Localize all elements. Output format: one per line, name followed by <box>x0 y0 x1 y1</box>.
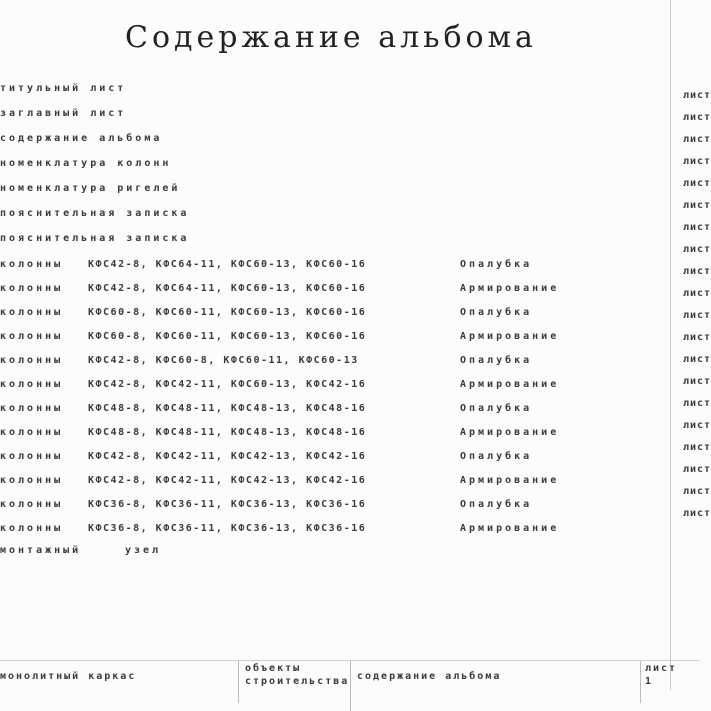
row-name: колонны <box>0 451 64 462</box>
page-title: Содержание альбома <box>125 20 537 55</box>
row-marks: КФС48-8, КФС48-11, КФС48-13, КФС48-16 <box>88 427 367 438</box>
sheet-ref: лист <box>683 288 711 299</box>
sheet-ref: лист <box>683 90 711 101</box>
sheet-ref: лист <box>683 178 711 189</box>
row-name: колонны <box>0 475 64 486</box>
row-note: Опалубка <box>460 307 533 318</box>
row-name: колонны <box>0 499 64 510</box>
row-name: пояснительная записка <box>0 233 190 244</box>
row-note: Армирование <box>460 523 560 534</box>
sheet-ref: лист <box>683 464 711 475</box>
title-block <box>0 660 700 701</box>
contents-row <box>0 205 640 223</box>
sheet-ref: лист <box>683 310 711 321</box>
row-note: Опалубка <box>460 451 533 462</box>
sheet-ref: лист <box>683 486 711 497</box>
stamp-sheet-number <box>640 661 705 703</box>
row-note: Армирование <box>460 427 560 438</box>
row-note: Опалубка <box>460 355 533 366</box>
row-note: Армирование <box>460 331 560 342</box>
sheet-ref: лист <box>683 420 711 431</box>
contents-row <box>0 328 640 346</box>
contents-row <box>0 448 640 466</box>
row-marks: КФС36-8, КФС36-11, КФС36-13, КФС36-16 <box>88 523 367 534</box>
contents-row <box>0 424 640 442</box>
sheet-column <box>683 90 711 530</box>
row-marks: КФС42-8, КФС60-8, КФС60-11, КФС60-13 <box>88 355 359 366</box>
row-marks: КФС42-8, КФС42-11, КФС42-13, КФС42-16 <box>88 451 367 462</box>
row-name: колонны <box>0 331 64 342</box>
sheet-ref: лист <box>683 244 711 255</box>
row-name: колонны <box>0 355 64 366</box>
row-name: колонны <box>0 283 64 294</box>
contents-row <box>0 400 640 418</box>
stamp-sheet-value: 1 <box>645 676 654 687</box>
sheet-ref: лист <box>683 332 711 343</box>
sheet-ref: лист <box>683 156 711 167</box>
contents-row <box>0 180 640 198</box>
row-marks: КФС60-8, КФС60-11, КФС60-13, КФС60-16 <box>88 307 367 318</box>
row-marks: КФС42-8, КФС64-11, КФС60-13, КФС60-16 <box>88 259 367 270</box>
sheet-ref: лист <box>683 508 711 519</box>
row-name: колонны <box>0 427 64 438</box>
contents-row <box>0 230 640 248</box>
row-name: номенклатура колонн <box>0 158 172 169</box>
row-name: пояснительная записка <box>0 208 190 219</box>
row-marks: КФС48-8, КФС48-11, КФС48-13, КФС48-16 <box>88 403 367 414</box>
row-name: заглавный лист <box>0 108 127 119</box>
sheet-ref: лист <box>683 134 711 145</box>
contents-row <box>0 304 640 322</box>
row-extra: узел <box>125 545 162 556</box>
contents-row <box>0 520 640 538</box>
stamp-sheet-title-text: содержание альбома <box>357 671 502 682</box>
contents-row <box>0 80 640 98</box>
contents-row <box>0 496 640 514</box>
row-note: Опалубка <box>460 259 533 270</box>
row-marks: КФС42-8, КФС42-11, КФС60-13, КФС42-16 <box>88 379 367 390</box>
stamp-sheet-title <box>350 661 642 711</box>
row-name: колонны <box>0 307 64 318</box>
row-name: содержание альбома <box>0 133 163 144</box>
row-marks: КФС42-8, КФС42-11, КФС42-13, КФС42-16 <box>88 475 367 486</box>
contents-row <box>0 130 640 148</box>
row-marks: КФС60-8, КФС60-11, КФС60-13, КФС60-16 <box>88 331 367 342</box>
sheet-ref: лист <box>683 442 711 453</box>
row-name: колонны <box>0 403 64 414</box>
contents-row <box>0 155 640 173</box>
sheet-ref: лист <box>683 398 711 409</box>
contents-row <box>0 352 640 370</box>
row-name: титульный лист <box>0 83 127 94</box>
row-name: колонны <box>0 523 64 534</box>
row-note: Армирование <box>460 379 560 390</box>
row-note: Армирование <box>460 475 560 486</box>
right-divider <box>670 0 671 690</box>
row-name: колонны <box>0 259 64 270</box>
row-name: монтажный <box>0 545 82 556</box>
contents-row <box>0 376 640 394</box>
row-note: Армирование <box>460 283 560 294</box>
stamp-project-text: монолитный каркас <box>0 671 137 682</box>
contents-row <box>0 256 640 274</box>
sheet-ref: лист <box>683 200 711 211</box>
contents-row <box>0 542 640 560</box>
row-marks: КФС42-8, КФС64-11, КФС60-13, КФС60-16 <box>88 283 367 294</box>
row-note: Опалубка <box>460 403 533 414</box>
row-name: номенклатура ригелей <box>0 183 181 194</box>
contents-row <box>0 472 640 490</box>
stamp-sheet-label: лист <box>645 663 678 674</box>
stamp-object-line1: объекты <box>245 663 302 674</box>
sheet-ref: лист <box>683 112 711 123</box>
contents-row <box>0 280 640 298</box>
sheet-ref: лист <box>683 354 711 365</box>
sheet-ref: лист <box>683 376 711 387</box>
contents-row <box>0 105 640 123</box>
row-marks: КФС36-8, КФС36-11, КФС36-13, КФС36-16 <box>88 499 367 510</box>
stamp-project <box>0 661 235 711</box>
row-note: Опалубка <box>460 499 533 510</box>
sheet-ref: лист <box>683 222 711 233</box>
sheet-ref: лист <box>683 266 711 277</box>
stamp-object-line2: строительства <box>245 676 350 687</box>
stamp-object <box>238 661 350 703</box>
row-name: колонны <box>0 379 64 390</box>
